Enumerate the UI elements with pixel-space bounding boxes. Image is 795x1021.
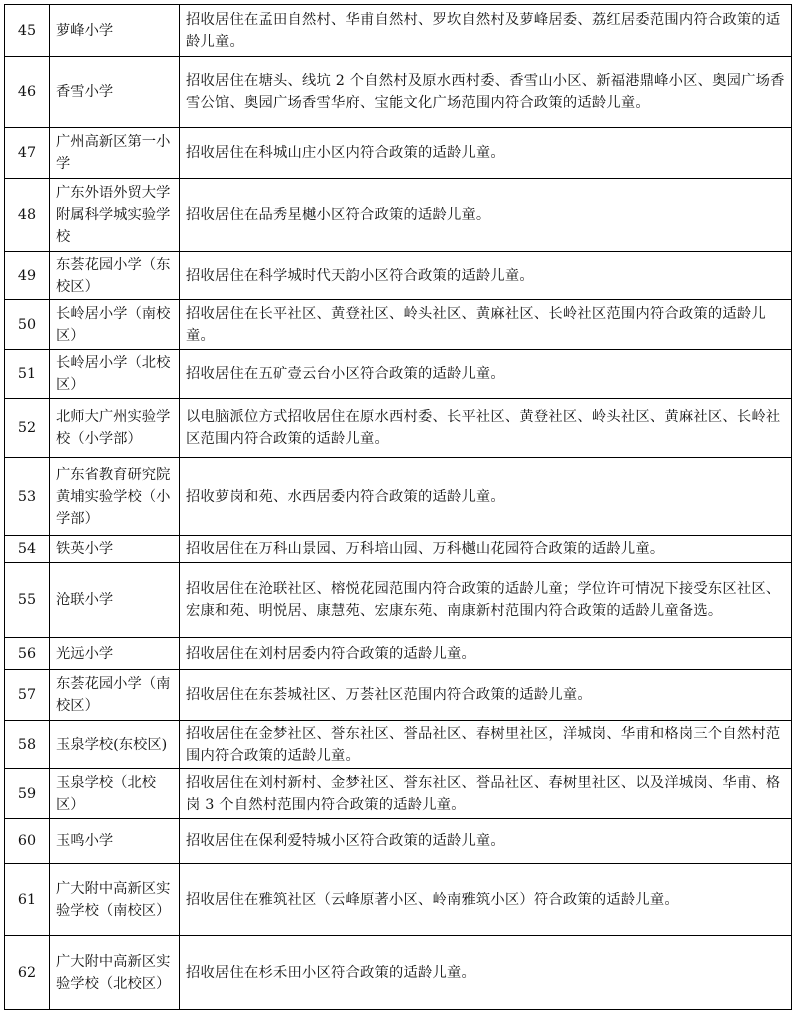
school-name: 铁英小学 — [50, 536, 180, 563]
enrollment-scope: 招收居住在刘村新村、金梦社区、誉东社区、誉品社区、春树里社区、以及洋城岗、华甫、格岗 3 个自然村范围内符合政策的适龄儿童。 — [180, 769, 792, 819]
table-row — [5, 670, 792, 721]
school-name: 广东省教育研究院黄埔实验学校（小学部） — [50, 458, 180, 536]
enrollment-scope: 招收居住在刘村居委内符合政策的适龄儿童。 — [180, 638, 792, 670]
enrollment-zone-table — [4, 4, 792, 1010]
row-number: 53 — [5, 458, 50, 536]
row-number: 60 — [5, 819, 50, 864]
school-name: 玉鸣小学 — [50, 819, 180, 864]
enrollment-scope: 招收居住在东荟城社区、万荟社区范围内符合政策的适龄儿童。 — [180, 670, 792, 721]
enrollment-scope: 招收居住在杉禾田小区符合政策的适龄儿童。 — [180, 936, 792, 1010]
school-name: 广州高新区第一小学 — [50, 128, 180, 179]
table-row — [5, 864, 792, 936]
table-row — [5, 399, 792, 458]
school-name: 萝峰小学 — [50, 5, 180, 57]
school-name: 长岭居小学（北校区） — [50, 350, 180, 399]
row-number: 47 — [5, 128, 50, 179]
school-name: 东荟花园小学（东校区） — [50, 252, 180, 300]
table-row — [5, 536, 792, 563]
enrollment-scope: 招收萝岗和苑、水西居委内符合政策的适龄儿童。 — [180, 458, 792, 536]
row-number: 56 — [5, 638, 50, 670]
enrollment-scope: 招收居住在长平社区、黄登社区、岭头社区、黄麻社区、长岭社区范围内符合政策的适龄儿童。 — [180, 300, 792, 350]
table-row — [5, 819, 792, 864]
row-number: 54 — [5, 536, 50, 563]
table-row — [5, 936, 792, 1010]
table-row — [5, 300, 792, 350]
school-name: 北师大广州实验学校（小学部） — [50, 399, 180, 458]
table-row — [5, 252, 792, 300]
school-name: 玉泉学校（北校区） — [50, 769, 180, 819]
row-number: 61 — [5, 864, 50, 936]
enrollment-scope: 招收居住在孟田自然村、华甫自然村、罗坎自然村及萝峰居委、荔红居委范围内符合政策的适龄儿童。 — [180, 5, 792, 57]
enrollment-scope: 招收居住在五矿壹云台小区符合政策的适龄儿童。 — [180, 350, 792, 399]
enrollment-scope: 招收居住在科城山庄小区内符合政策的适龄儿童。 — [180, 128, 792, 179]
table-row — [5, 179, 792, 252]
enrollment-scope: 招收居住在万科山景园、万科培山园、万科樾山花园符合政策的适龄儿童。 — [180, 536, 792, 563]
table-row — [5, 128, 792, 179]
school-name: 玉泉学校(东校区) — [50, 721, 180, 769]
row-number: 51 — [5, 350, 50, 399]
school-name: 沧联小学 — [50, 563, 180, 638]
row-number: 55 — [5, 563, 50, 638]
table-row — [5, 638, 792, 670]
enrollment-scope: 招收居住在品秀星樾小区符合政策的适龄儿童。 — [180, 179, 792, 252]
enrollment-scope: 招收居住在金梦社区、誉东社区、誉品社区、春树里社区，洋城岗、华甫和格岗三个自然村范围内符合政策的适龄儿童。 — [180, 721, 792, 769]
school-name: 广东外语外贸大学附属科学城实验学校 — [50, 179, 180, 252]
table-row — [5, 769, 792, 819]
school-name: 东荟花园小学（南校区） — [50, 670, 180, 721]
row-number: 46 — [5, 57, 50, 128]
table-row — [5, 350, 792, 399]
row-number: 62 — [5, 936, 50, 1010]
row-number: 50 — [5, 300, 50, 350]
enrollment-scope: 招收居住在保利爱特城小区符合政策的适龄儿童。 — [180, 819, 792, 864]
school-name: 长岭居小学（南校区） — [50, 300, 180, 350]
enrollment-scope: 招收居住在塘头、线坑 2 个自然村及原水西村委、香雪山小区、新福港鼎峰小区、奥园广场香雪公馆、奥园广场香雪华府、宝能文化广场范围内符合政策的适龄儿童。 — [180, 57, 792, 128]
row-number: 49 — [5, 252, 50, 300]
table-row — [5, 721, 792, 769]
table-row — [5, 5, 792, 57]
table-row — [5, 57, 792, 128]
row-number: 45 — [5, 5, 50, 57]
enrollment-scope: 以电脑派位方式招收居住在原水西村委、长平社区、黄登社区、岭头社区、黄麻社区、长岭社区范围内符合政策的适龄儿童。 — [180, 399, 792, 458]
row-number: 59 — [5, 769, 50, 819]
enrollment-scope: 招收居住在沧联社区、榕悦花园范围内符合政策的适龄儿童；学位许可情况下接受东区社区、宏康和苑、明悦居、康慧苑、宏康东苑、南康新村范围内符合政策的适龄儿童备选。 — [180, 563, 792, 638]
table-row — [5, 563, 792, 638]
school-name: 光远小学 — [50, 638, 180, 670]
row-number: 48 — [5, 179, 50, 252]
enrollment-scope: 招收居住在雅筑社区（云峰原著小区、岭南雅筑小区）符合政策的适龄儿童。 — [180, 864, 792, 936]
enrollment-scope: 招收居住在科学城时代天韵小区符合政策的适龄儿童。 — [180, 252, 792, 300]
row-number: 52 — [5, 399, 50, 458]
school-name: 广大附中高新区实验学校（北校区） — [50, 936, 180, 1010]
row-number: 57 — [5, 670, 50, 721]
school-name: 香雪小学 — [50, 57, 180, 128]
table-row — [5, 458, 792, 536]
school-name: 广大附中高新区实验学校（南校区） — [50, 864, 180, 936]
row-number: 58 — [5, 721, 50, 769]
